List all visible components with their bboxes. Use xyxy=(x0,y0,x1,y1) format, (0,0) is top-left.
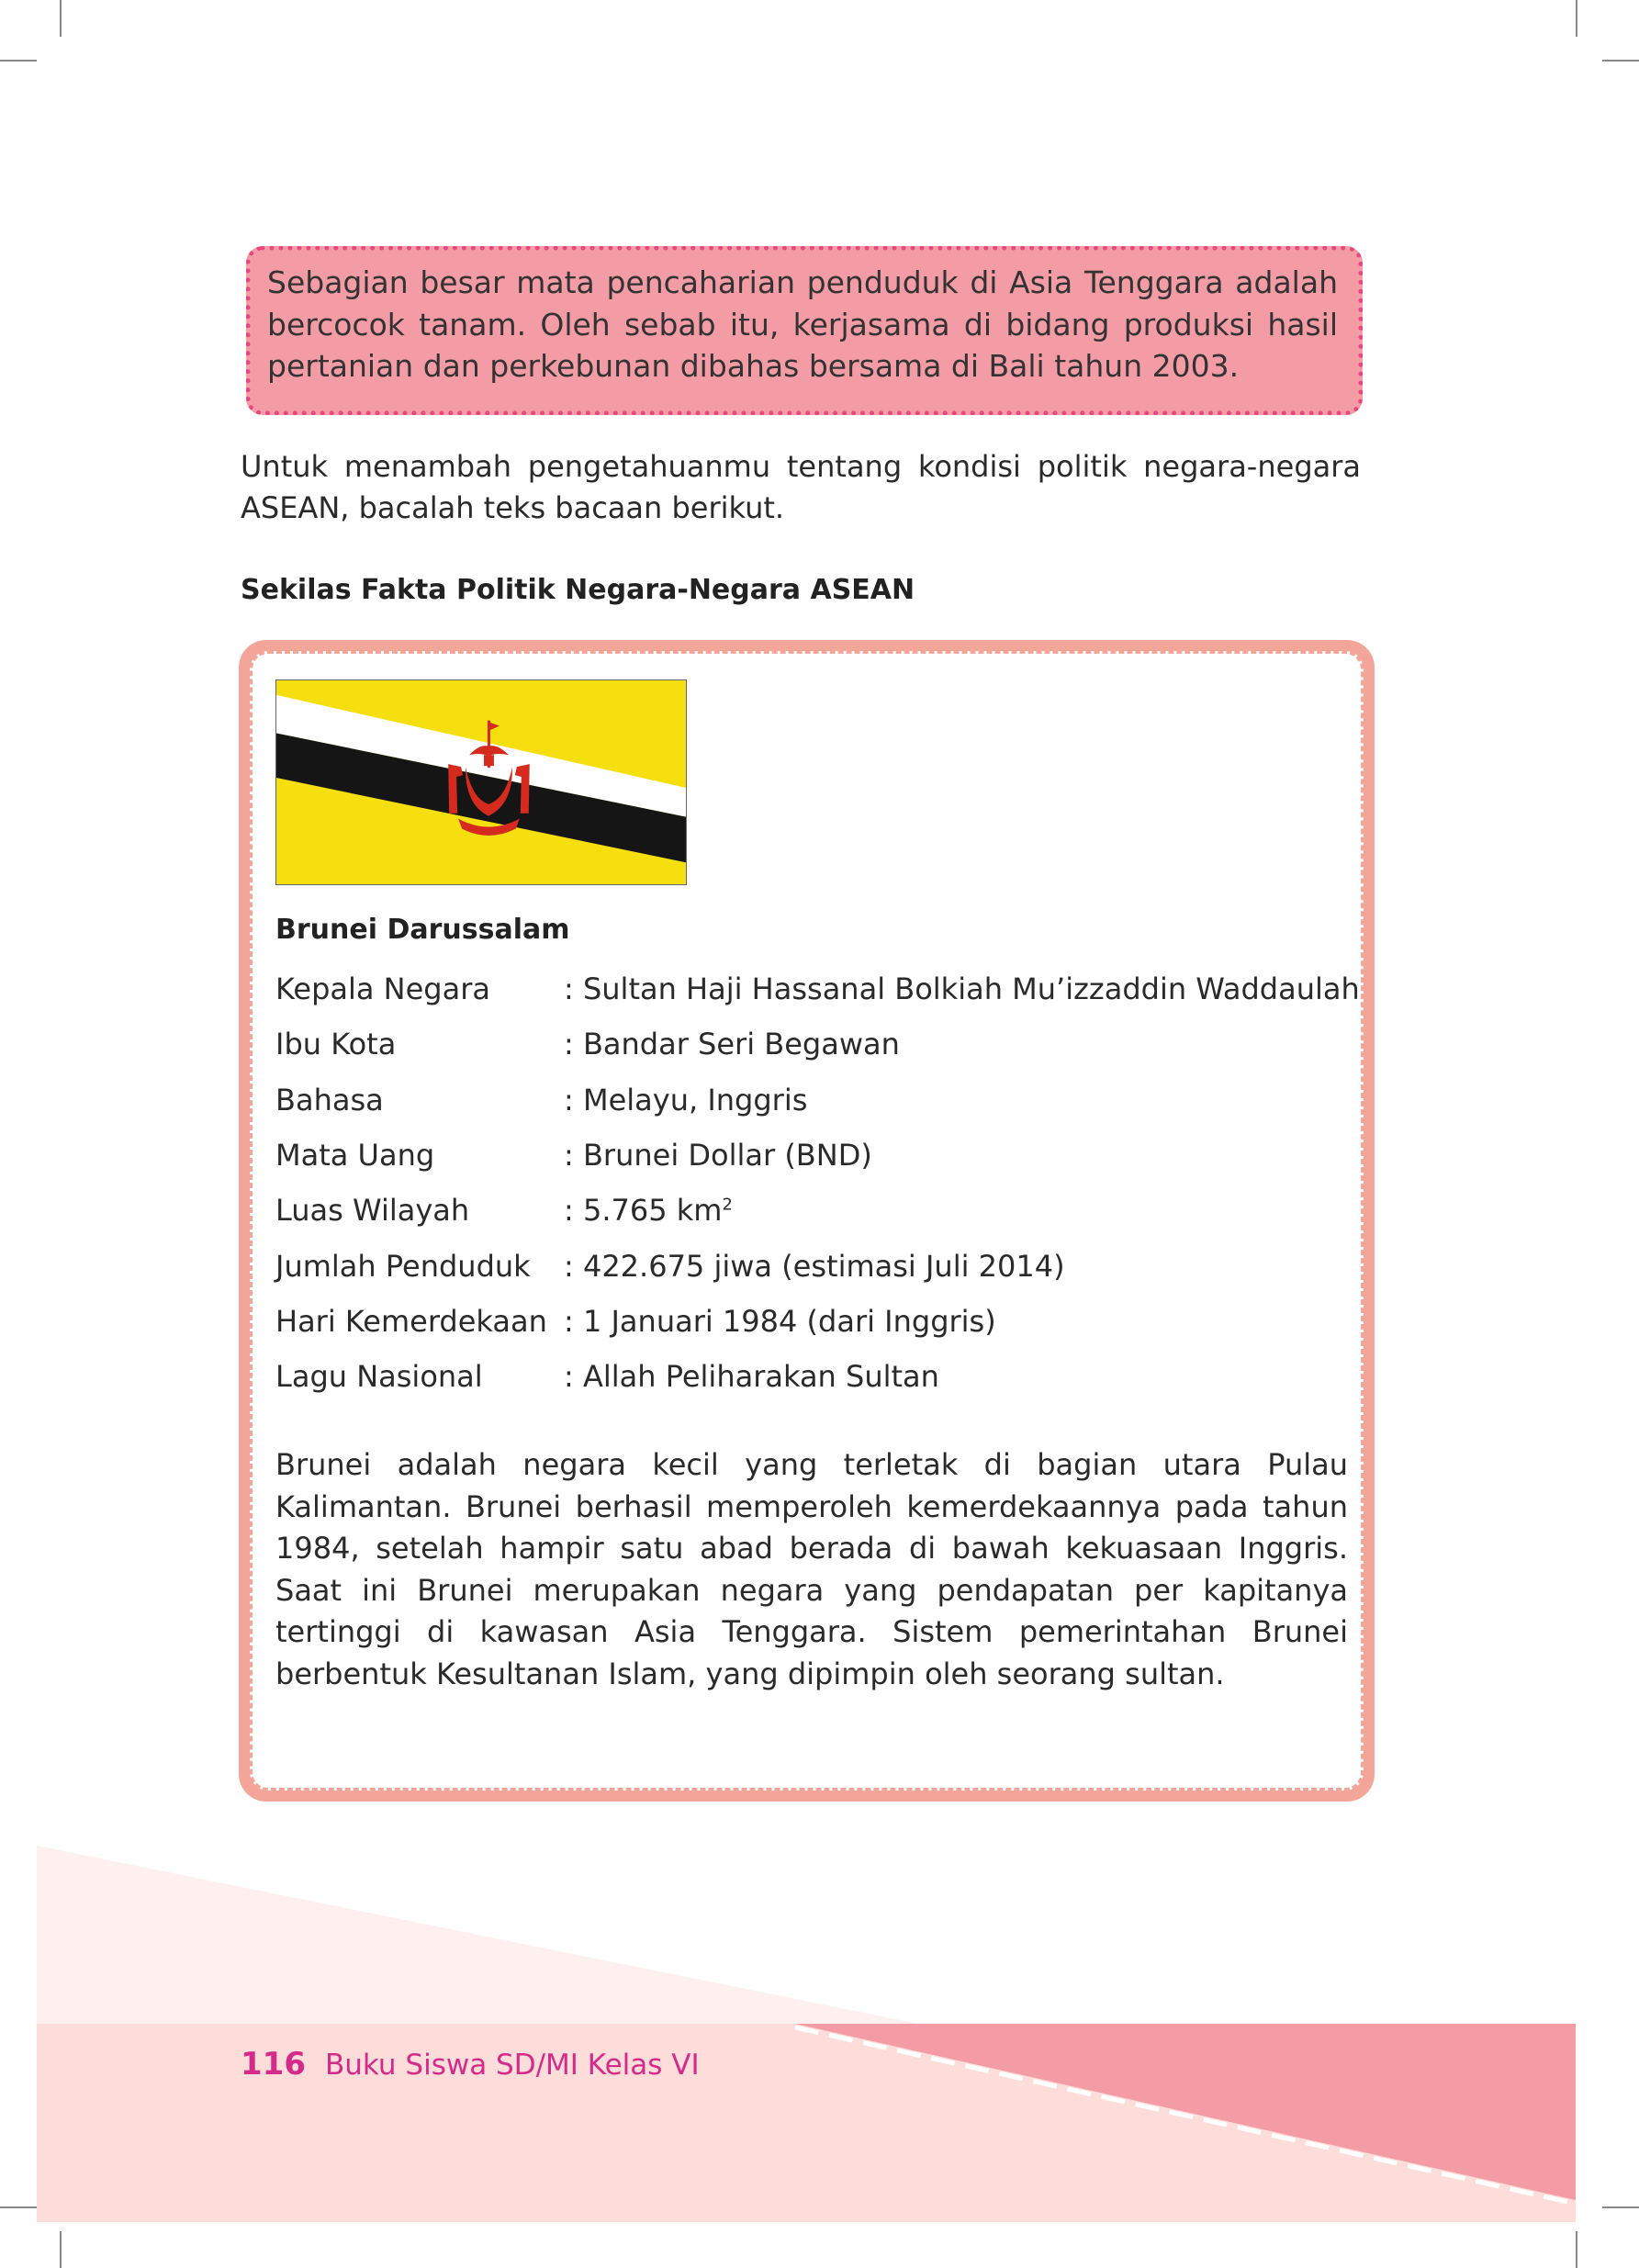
country-description: Brunei adalah negara kecil yang terletak di bagian utara Pulau Kalimantan. Brunei berhasil memperoleh kemerdekaannya pada tahun 1984, setelah hampir satu abad berada di bawah kekuasaan Inggris. Saat ini Brunei merupakan negara yang pendapatan per kapitanya tertinggi di kawasan Asia Tenggara. Sistem pemerintahan Brunei berbentuk Kesultanan Islam, yang dipimpin oleh seorang sultan. xyxy=(275,1447,1348,1691)
country-facts-table xyxy=(275,961,1360,1404)
fact-row xyxy=(275,1349,1360,1404)
fact-row xyxy=(275,1016,1360,1072)
fact-label: Kepala Negara xyxy=(275,971,490,1007)
book-title: Buku Siswa SD/MI Kelas VI xyxy=(325,2049,700,2082)
info-box-text: Sebagian besar mata pencaharian penduduk di Asia Tenggara adalah bercocok tanam. Oleh sebab itu, kerjasama di bidang produksi hasil pertanian dan perkebunan dibahas bersama di Bali tahun 2003. xyxy=(267,264,1338,384)
crop-mark xyxy=(1576,0,1577,37)
fact-label: Jumlah Penduduk xyxy=(275,1248,531,1284)
fact-value: : Brunei Dollar (BND) xyxy=(564,1138,872,1173)
fact-label: Bahasa xyxy=(275,1082,384,1117)
fact-value: : 422.675 jiwa (estimasi Juli 2014) xyxy=(564,1248,1065,1284)
fact-row xyxy=(275,1072,1360,1128)
fact-value: : 1 Januari 1984 (dari Inggris) xyxy=(564,1303,996,1339)
fact-label: Lagu Nasional xyxy=(275,1359,483,1395)
page-number: 116 xyxy=(241,2046,306,2083)
info-box xyxy=(246,246,1363,415)
fact-row xyxy=(275,1238,1360,1293)
section-title: Sekilas Fakta Politik Negara-Negara ASEAN xyxy=(241,574,915,606)
crop-mark xyxy=(0,60,37,62)
fact-label: Ibu Kota xyxy=(275,1027,397,1062)
crop-mark xyxy=(60,0,62,37)
fact-row xyxy=(275,961,1360,1016)
fact-row xyxy=(275,1128,1360,1183)
crop-mark xyxy=(1602,60,1639,62)
fact-label: Hari Kemerdekaan xyxy=(275,1303,547,1339)
fact-value xyxy=(564,1183,1360,1238)
country-name: Brunei Darussalam xyxy=(275,914,570,946)
brunei-flag xyxy=(275,679,687,885)
fact-row xyxy=(275,1183,1360,1238)
fact-label: Luas Wilayah xyxy=(275,1193,470,1229)
fact-value-superscript: 2 xyxy=(722,1195,733,1215)
footer-light-wedge xyxy=(37,1846,918,2024)
fact-value-text: : 5.765 km xyxy=(564,1193,723,1229)
fact-value: : Bandar Seri Begawan xyxy=(564,1027,900,1062)
intro-paragraph: Untuk menambah pengetahuanmu tentang kondisi politik negara-negara ASEAN, bacalah teks bacaan berikut. xyxy=(241,449,1361,525)
fact-value: : Allah Peliharakan Sultan xyxy=(564,1359,939,1395)
fact-row xyxy=(275,1294,1360,1349)
fact-value: : Melayu, Inggris xyxy=(564,1082,808,1117)
fact-value: : Sultan Haji Hassanal Bolkiah Mu’izzaddin Waddaulah xyxy=(564,971,1360,1007)
fact-label: Mata Uang xyxy=(275,1138,435,1173)
